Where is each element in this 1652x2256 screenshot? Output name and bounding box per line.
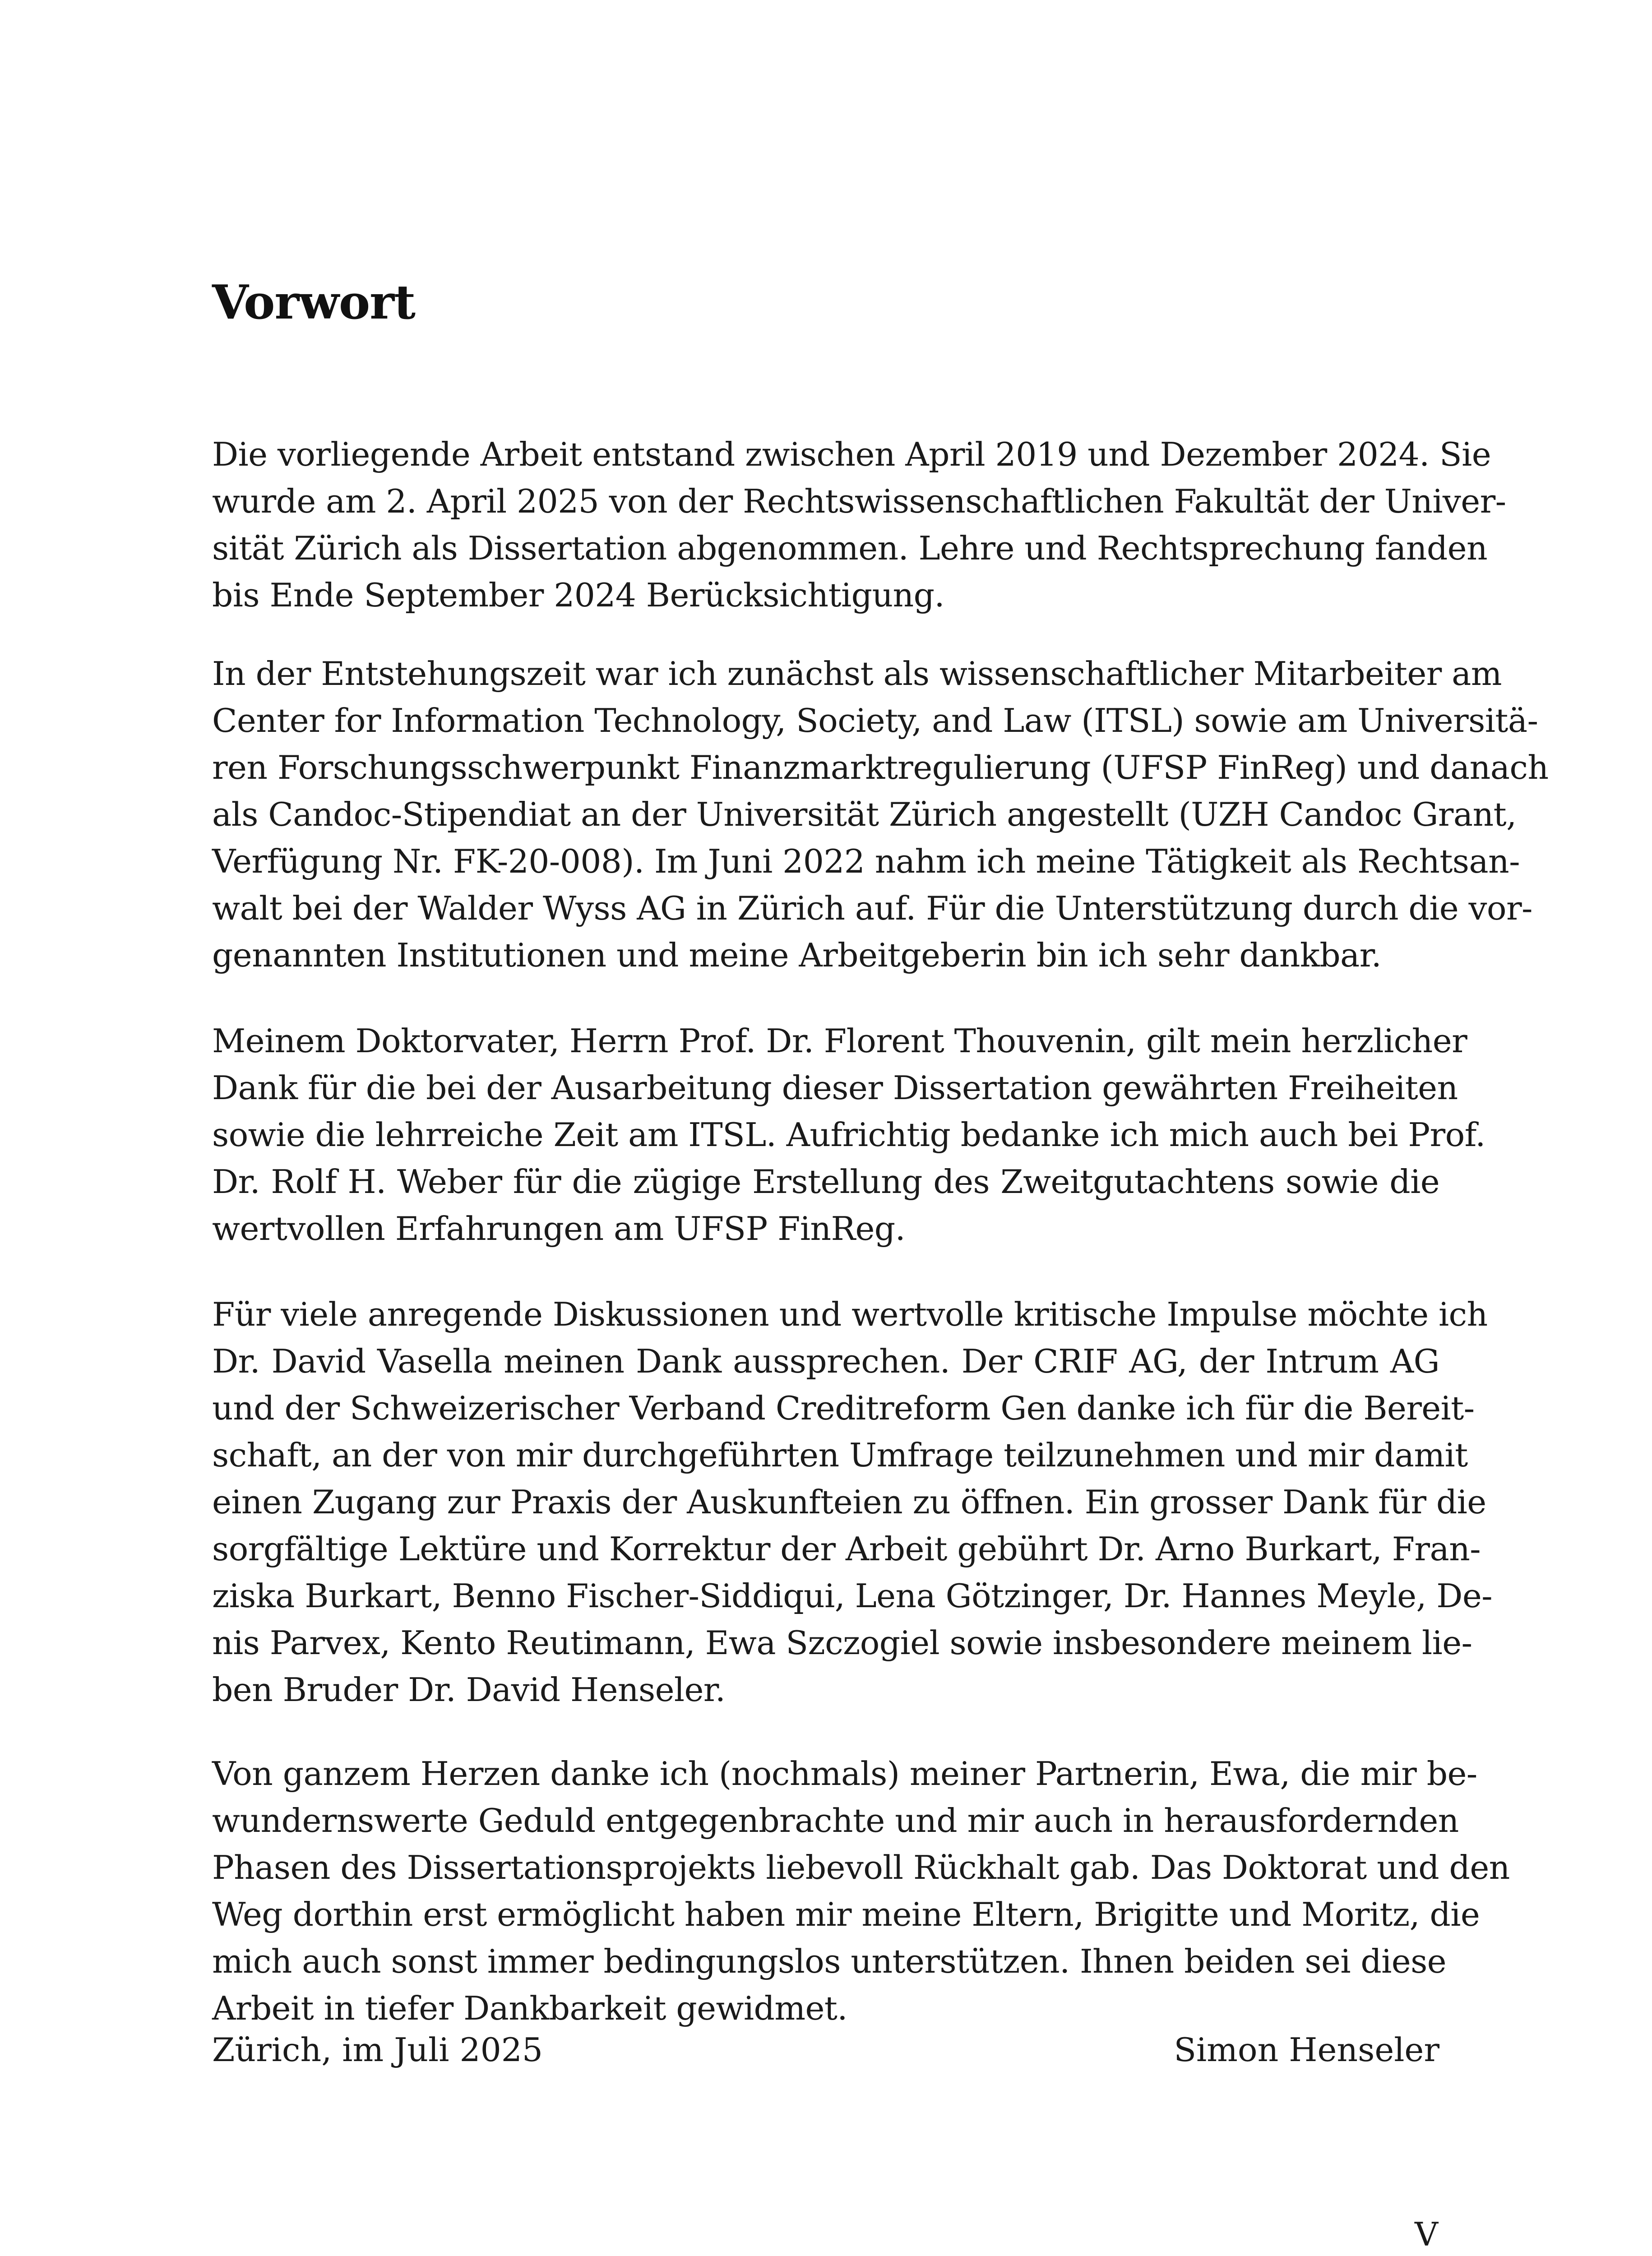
text-line: walt bei der Walder Wyss AG in Zürich auf. Für die Unterstützung durch die vor- xyxy=(212,890,1532,928)
text-line: Dr. David Vasella meinen Dank aussprechen. Der CRIF AG, der Intrum AG xyxy=(212,1343,1439,1381)
paragraph-4 xyxy=(212,1291,1493,1714)
place-date: Zürich, im Juli 2025 xyxy=(212,2031,543,2069)
text-line: Von ganzem Herzen danke ich (nochmals) meiner Partnerin, Ewa, die mir be- xyxy=(212,1755,1477,1793)
text-line: ren Forschungsschwerpunkt Finanzmarktregulierung (UFSP FinReg) und danach xyxy=(212,749,1549,787)
text-line: wundernswerte Geduld entgegenbrachte und mir auch in herausfordernden xyxy=(212,1802,1459,1840)
text-line: nis Parvex, Kento Reutimann, Ewa Szczogiel sowie insbesondere meinem lie- xyxy=(212,1624,1472,1662)
text-line: wertvollen Erfahrungen am UFSP FinReg. xyxy=(212,1210,906,1248)
text-line: einen Zugang zur Praxis der Auskunfteien zu öffnen. Ein grosser Dank für die xyxy=(212,1484,1486,1521)
text-line: genannten Institutionen und meine Arbeitgeberin bin ich sehr dankbar. xyxy=(212,937,1382,975)
text-line: sität Zürich als Dissertation abgenommen. Lehre und Rechtsprechung fanden xyxy=(212,530,1488,568)
text-line: sorgfältige Lektüre und Korrektur der Arbeit gebührt Dr. Arno Burkart, Fran- xyxy=(212,1530,1481,1568)
signature-row xyxy=(212,2027,1439,2074)
text-line: Center for Information Technology, Society, and Law (ITSL) sowie am Universitä- xyxy=(212,702,1538,740)
text-line: bis Ende September 2024 Berücksichtigung. xyxy=(212,577,944,615)
text-line: mich auch sonst immer bedingungslos unterstützen. Ihnen beiden sei diese xyxy=(212,1943,1446,1981)
text-line: ziska Burkart, Benno Fischer-Siddiqui, Lena Götzinger, Dr. Hannes Meyle, De- xyxy=(212,1577,1493,1615)
page-number: V xyxy=(1415,2215,1438,2253)
text-line: Für viele anregende Diskussionen und wertvolle kritische Impulse möchte ich xyxy=(212,1296,1488,1334)
author-name: Simon Henseler xyxy=(1174,2031,1439,2069)
text-line: als Candoc-Stipendiat an der Universität Zürich angestellt (UZH Candoc Grant, xyxy=(212,796,1517,834)
paragraph-2 xyxy=(212,651,1549,979)
text-line: Meinem Doktorvater, Herrn Prof. Dr. Florent Thouvenin, gilt mein herzlicher xyxy=(212,1022,1467,1060)
text-line: schaft, an der von mir durchgeführten Umfrage teilzunehmen und mir damit xyxy=(212,1437,1468,1475)
text-line: wurde am 2. April 2025 von der Rechtswissenschaftlichen Fakultät der Univer- xyxy=(212,483,1506,521)
text-line: ben Bruder Dr. David Henseler. xyxy=(212,1671,726,1709)
paragraph-3 xyxy=(212,1018,1485,1253)
text-line: Phasen des Dissertationsprojekts liebevoll Rückhalt gab. Das Doktorat und den xyxy=(212,1849,1510,1887)
text-line: Die vorliegende Arbeit entstand zwischen April 2019 und Dezember 2024. Sie xyxy=(212,436,1491,474)
text-line: Verfügung Nr. FK-20-008). Im Juni 2022 nahm ich meine Tätigkeit als Rechtsan- xyxy=(212,843,1520,881)
text-line: Arbeit in tiefer Dankbarkeit gewidmet. xyxy=(212,1990,847,2028)
text-line: In der Entstehungszeit war ich zunächst als wissenschaftlicher Mitarbeiter am xyxy=(212,655,1502,693)
text-line: Dr. Rolf H. Weber für die zügige Erstellung des Zweitgutachtens sowie die xyxy=(212,1163,1439,1201)
paragraph-1 xyxy=(212,431,1506,619)
page-title: Vorwort xyxy=(212,274,416,330)
paragraph-5 xyxy=(212,1751,1510,2032)
text-line: Dank für die bei der Ausarbeitung dieser Dissertation gewährten Freiheiten xyxy=(212,1069,1458,1107)
text-line: sowie die lehrreiche Zeit am ITSL. Aufrichtig bedanke ich mich auch bei Prof. xyxy=(212,1116,1485,1154)
text-line: und der Schweizerischer Verband Creditreform Gen danke ich für die Bereit- xyxy=(212,1390,1475,1428)
text-line: Weg dorthin erst ermöglicht haben mir meine Eltern, Brigitte und Moritz, die xyxy=(212,1896,1480,1934)
